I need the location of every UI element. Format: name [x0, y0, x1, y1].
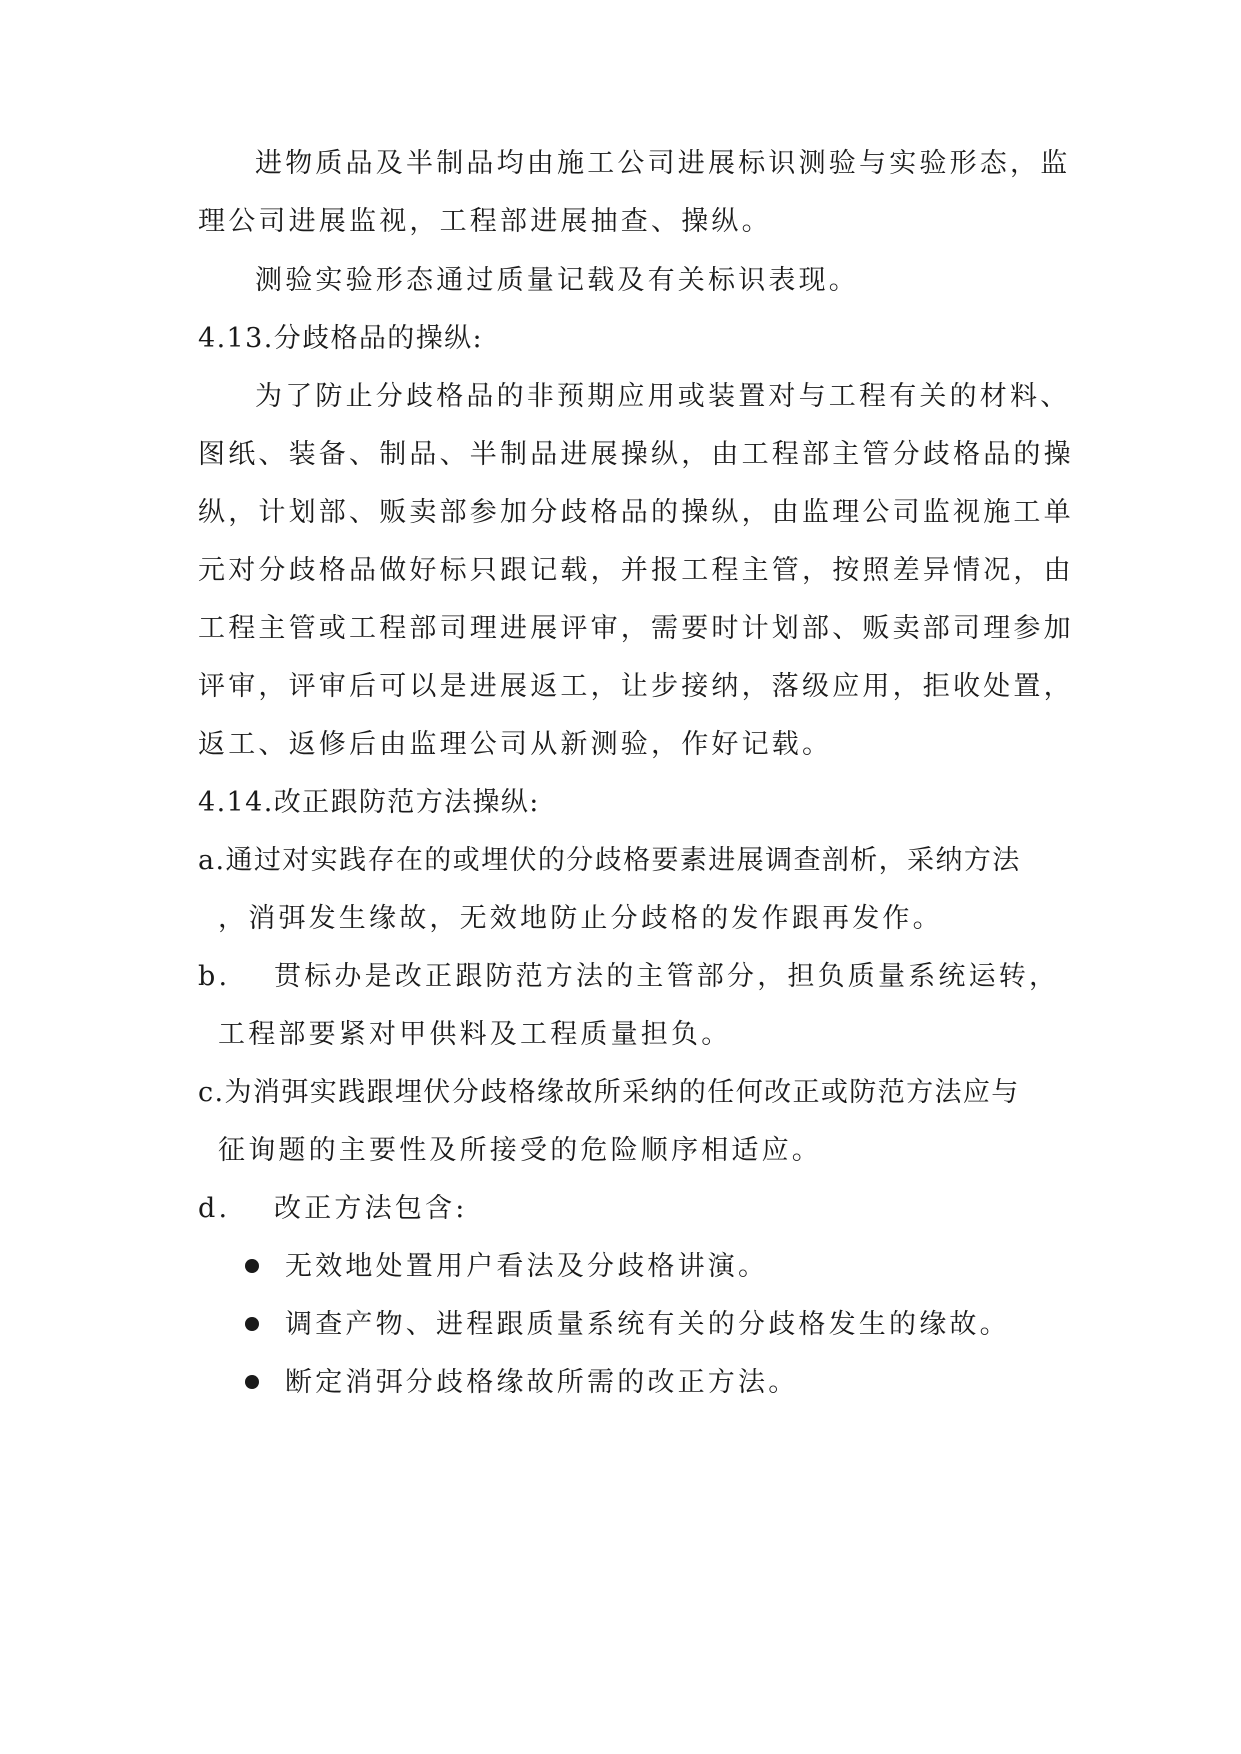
bullet-text: 无效地处置用户看法及分歧格讲演。 — [285, 1251, 769, 1282]
bullet-text: 断定消弭分歧格缘故所需的改正方法。 — [285, 1367, 799, 1398]
list-item-b — [198, 957, 1058, 997]
list-item-b-text: 贯标办是改正跟防范方法的主管部分，担负质量系统运转， — [274, 961, 1060, 992]
bullet-item — [245, 1247, 1105, 1287]
list-item-c: c.为消弭实践跟埋伏分歧格缘故所采纳的任何改正或防范方法应与 — [198, 1077, 1020, 1108]
list-item-c-continued: 征询题的主要性及所接受的危险顺序相适应。 — [218, 1135, 822, 1166]
list-item-a: a.通过对实践存在的或埋伏的分歧格要素进展调查剖析，采纳方法 — [198, 845, 1021, 876]
bullet-item — [245, 1305, 1105, 1345]
paragraph-line: 测验实验形态通过质量记载及有关标识表现。 — [255, 265, 859, 296]
paragraph-line: 进物质品及半制品均由施工公司进展标识测验与实验形态，监 — [255, 148, 1071, 179]
section-heading-4-14: 4.14.改正跟防范方法操纵: — [198, 787, 540, 818]
paragraph-line: 为了防止分歧格品的非预期应用或装置对与工程有关的材料、 — [255, 381, 1071, 412]
list-item-b-continued: 工程部要紧对甲供料及工程质量担负。 — [218, 1019, 732, 1050]
list-marker-b: b. — [198, 961, 231, 992]
list-item-d-text: 改正方法包含: — [274, 1193, 468, 1224]
section-heading-4-13: 4.13.分歧格品的操纵: — [198, 323, 483, 354]
paragraph-line: 评审，评审后可以是进展返工，让步接纳，落级应用，拒收处置， — [198, 671, 1074, 702]
bullet-dot-icon — [245, 1317, 259, 1331]
paragraph-line: 图纸、装备、制品、半制品进展操纵，由工程部主管分歧格品的操 — [198, 439, 1074, 470]
list-item-d — [198, 1189, 1058, 1229]
list-marker-d: d. — [198, 1193, 231, 1224]
bullet-item — [245, 1363, 1105, 1403]
bullet-dot-icon — [245, 1259, 259, 1273]
list-item-a-continued: ，消弭发生缘故，无效地防止分歧格的发作跟再发作。 — [218, 903, 943, 934]
paragraph-line: 返工、返修后由监理公司从新测验，作好记载。 — [198, 729, 833, 760]
paragraph-line: 纵，计划部、贩卖部参加分歧格品的操纵，由监理公司监视施工单 — [198, 497, 1074, 528]
bullet-dot-icon — [245, 1375, 259, 1389]
paragraph-line: 工程主管或工程部司理进展评审，需要时计划部、贩卖部司理参加 — [198, 613, 1074, 644]
bullet-text: 调查产物、进程跟质量系统有关的分歧格发生的缘故。 — [285, 1309, 1010, 1340]
paragraph-line: 元对分歧格品做好标只跟记载，并报工程主管，按照差异情况，由 — [198, 555, 1074, 586]
paragraph-line: 理公司进展监视，工程部进展抽查、操纵。 — [198, 206, 772, 237]
